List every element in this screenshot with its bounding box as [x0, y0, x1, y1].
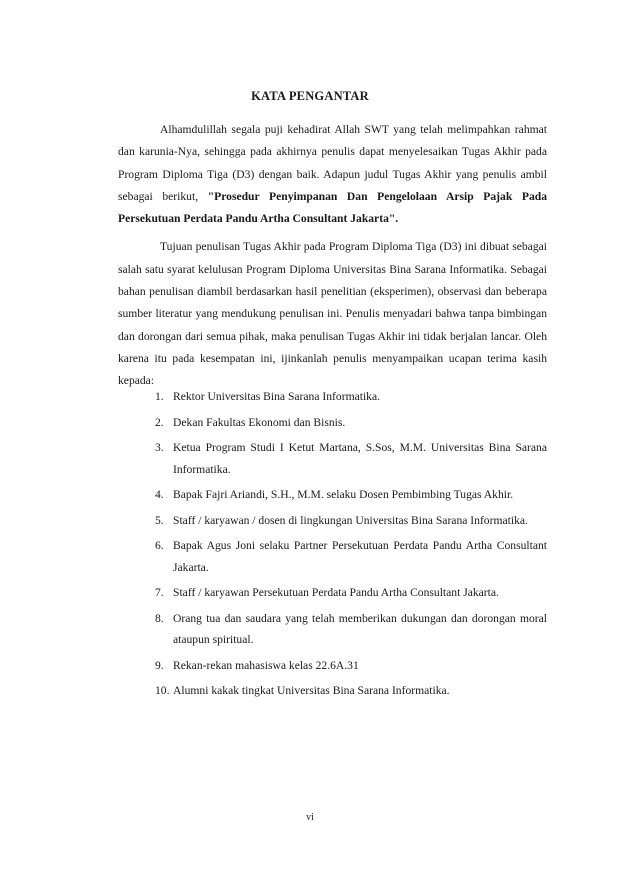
list-item — [118, 655, 547, 677]
list-item-number: 3. — [155, 441, 164, 454]
list-item-number: 7. — [155, 586, 164, 599]
page-title: KATA PENGANTAR — [251, 89, 369, 103]
list-item-number: 1. — [155, 390, 164, 403]
paragraph-purpose: Tujuan penulisan Tugas Akhir pada Program Diploma Tiga (D3) ini dibuat sebagai salah satu syarat kelulusan Program Diploma Universitas Bina Sarana Informatika. Sebagai bahan penulisan diambil berdasarkan hasil penelitian (eksperimen), observasi dan beberapa sumber literatur yang mendukung penulisan ini. Penulis menyadari bahwa tanpa bimbingan dan dorongan dari semua pihak, maka penulisan Tugas Akhir ini tidak berjalan lancar. Oleh karena itu pada kesempatan ini, ijinkanlah penulis menyampaikan ucapan terima kasih kepada: — [118, 240, 547, 388]
list-item-text: Rektor Universitas Bina Sarana Informatika. — [173, 390, 381, 403]
list-item-number: 10. — [155, 684, 170, 697]
list-item — [118, 386, 547, 408]
paragraph-intro — [118, 119, 547, 230]
list-item — [118, 582, 547, 604]
list-item-text: Staff / karyawan Persekutuan Perdata Pandu Artha Consultant Jakarta. — [173, 586, 499, 599]
list-item — [118, 412, 547, 434]
list-item-text: Bapak Fajri Ariandi, S.H., M.M. selaku Dosen Pembimbing Tugas Akhir. — [173, 488, 514, 501]
list-item-number: 4. — [155, 488, 164, 501]
thesis-title: "Prosedur Penyimpanan Dan Pengelolaan Arsip Pajak Pada Persekutuan Perdata Pandu Artha Consultant Jakarta". — [118, 189, 547, 226]
list-item — [118, 510, 547, 532]
list-item-text: Dekan Fakultas Ekonomi dan Bisnis. — [173, 415, 346, 429]
page-number: vi — [306, 812, 314, 823]
list-item — [118, 608, 547, 651]
list-item-number: 9. — [155, 658, 164, 672]
list-item-text: Bapak Agus Joni selaku Partner Persekutuan Perdata Pandu Artha Consultant Jakarta. — [173, 539, 547, 574]
list-item — [118, 680, 547, 702]
list-item-number: 6. — [155, 539, 164, 552]
list-item — [118, 484, 547, 506]
list-item-number: 2. — [155, 415, 164, 429]
list-item-text: Ketua Program Studi I Ketut Martana, S.Sos, M.M. Universitas Bina Sarana Informatika. — [173, 441, 547, 476]
list-item-number: 8. — [155, 611, 164, 625]
body-text — [118, 119, 547, 399]
list-item-text: Alumni kakak tingkat Universitas Bina Sarana Informatika. — [173, 684, 450, 697]
list-item-text: Orang tua dan saudara yang telah memberikan dukungan dan dorongan moral ataupun spiritual. — [173, 611, 547, 646]
list-item — [118, 535, 547, 578]
list-item — [118, 437, 547, 480]
list-item-text: Staff / karyawan / dosen di lingkungan Universitas Bina Sarana Informatika. — [173, 513, 528, 527]
paragraph-intro-text: Alhamdulillah segala puji kehadirat Allah SWT yang telah melimpahkan rahmat dan karunia-Nya, sehingga pada akhirnya penulis dapat menyelesaikan Tugas Akhir pada Program Diploma Tiga (D3) dengan baik. Adapun judul Tugas Akhir yang penulis ambil sebagai berikut, — [118, 123, 547, 203]
list-item-text: Rekan-rekan mahasiswa kelas 22.6A.31 — [173, 658, 359, 672]
list-item-number: 5. — [155, 513, 164, 527]
acknowledgement-list — [118, 386, 547, 706]
